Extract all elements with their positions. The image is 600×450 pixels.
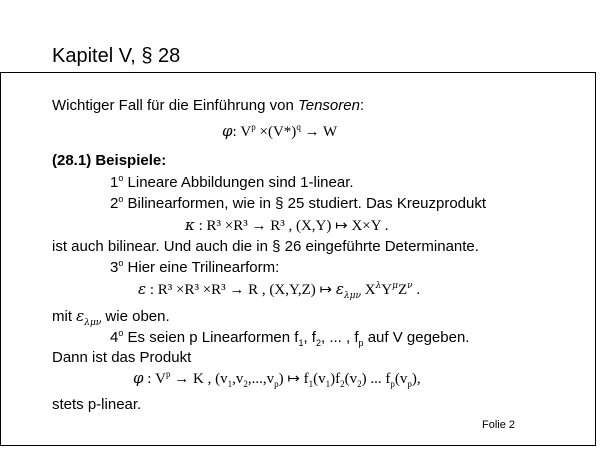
example-heading: (28.1) Beispiele: (52, 152, 167, 169)
closing-text: stets p-linear. (52, 396, 142, 413)
item-3: 3$^o$ Hier eine Trilinearform: (110, 258, 280, 276)
mit-line: mit $\varepsilon_{\lambda\mu\nu}$ wie oben. (52, 307, 170, 328)
product-text: Dann ist das Produkt (52, 349, 192, 366)
item-4: 4$^o$ Es seien p Linearformen $f_1$, $f_2$, ... , $f_p$ auf V gegeben. (110, 328, 470, 348)
slide-title: Kapitel V, § 28 (52, 45, 181, 67)
formula-trilinear: ε : R³ ×R³ ×R³ → R , (X,Y,Z) ↦ $\varepsilon_{\lambda\mu\nu}$ $X^\lambda Y^\mu Z^\nu$ . (138, 280, 421, 301)
formula-product: φ : $V^p \to K$ , $(v_1,v_2,...,v_p)$ ↦ $f_1(v_1)f_2(v_2)$ ... $f_p(v_p)$, (133, 369, 421, 389)
item-1: 1$^o$ Lineare Abbildungen sind 1-linear. (110, 173, 354, 191)
item-2: 2$^o$ Bilinearformen, wie in § 25 studiert. Das Kreuzprodukt (110, 194, 487, 212)
bilinear-text: ist auch bilinear. Und auch die in § 26 eingeführte Determinante. (52, 238, 479, 255)
intro-line: Wichtiger Fall für die Einführung von Tensoren: (52, 97, 365, 114)
formula-cross-product: κ : R³ ×R³ → R³ , (X,Y) ↦ X×Y . (185, 216, 389, 234)
slide-number: Folie 2 (482, 419, 516, 431)
formula-phi: φ: $V^p \times(V*)^q \to W$ (222, 122, 338, 140)
